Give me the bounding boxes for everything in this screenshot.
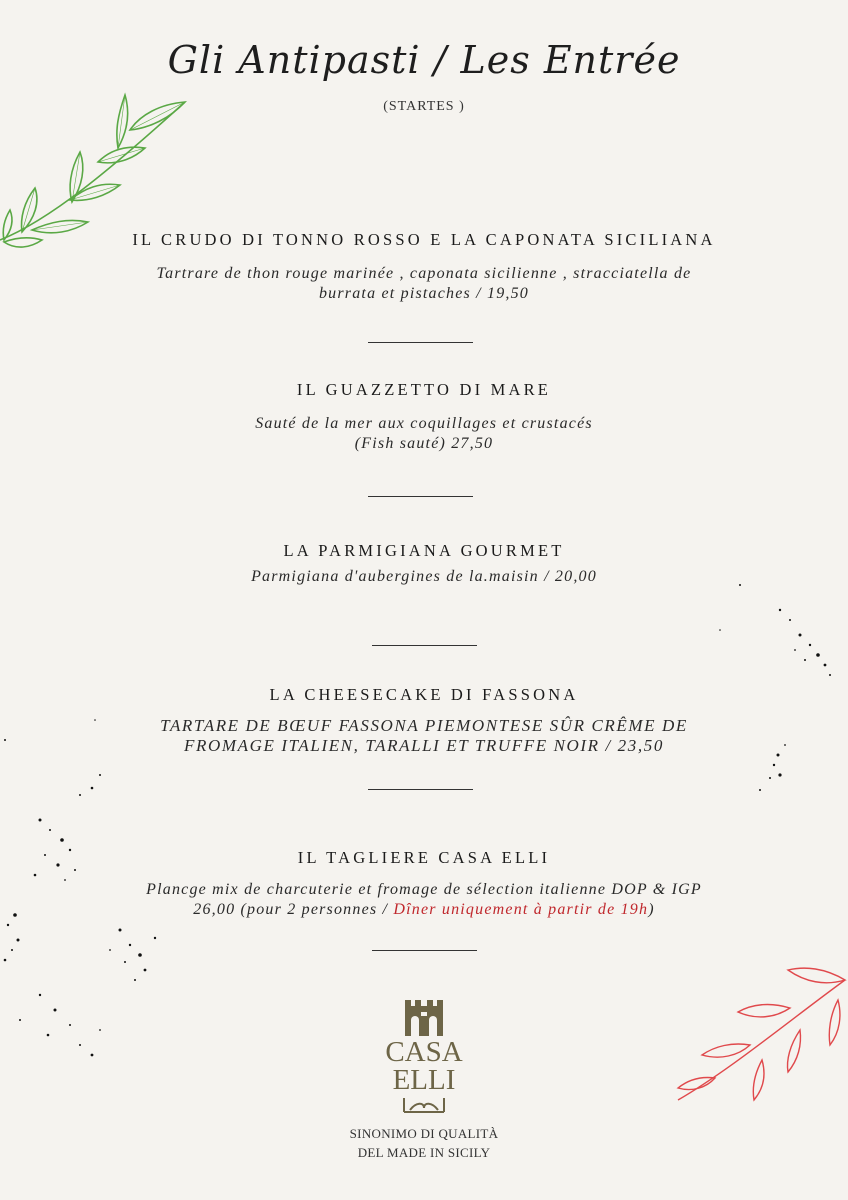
- closing-paren: ): [648, 901, 655, 918]
- divider: [368, 789, 473, 790]
- dish-name: LA CHEESECAKE DI FASSONA: [269, 685, 579, 704]
- casa-elli-logo-tower-icon: [403, 998, 445, 1038]
- dish-description-line: Tartrare de thon rouge marinée , caponata sicilienne , stracciatella de: [156, 265, 692, 282]
- divider: [372, 645, 477, 646]
- dish-description-line: burrata et pistaches / 19,50: [318, 285, 530, 302]
- dish-description-line: Plancge mix de charcuterie et fromage de sélection italienne DOP & IGP: [146, 881, 702, 898]
- dish-description-line: [40, 900, 808, 920]
- divider: [368, 342, 473, 343]
- dish-description-line: Sauté de la mer aux coquillages et crustacés: [255, 415, 593, 432]
- menu-title: Gli Antipasti / Les Entrée: [167, 38, 681, 82]
- dish-name: IL CRUDO DI TONNO ROSSO E LA CAPONATA SICILIANA: [132, 230, 716, 249]
- logo-base-ornament: [402, 1096, 446, 1116]
- dish-description: [70, 414, 778, 454]
- divider: [372, 950, 477, 951]
- dish-description-line: FROMAGE ITALIEN, TARALLI ET TRUFFE NOIR / 23,50: [184, 736, 664, 755]
- dish-description: [70, 716, 778, 756]
- dish-description: [70, 567, 778, 587]
- dish-name: IL TAGLIERE CASA ELLI: [297, 848, 551, 867]
- divider: [368, 496, 473, 497]
- dish-name: IL GUAZZETTO DI MARE: [296, 380, 552, 399]
- price-text: 26,00 (pour 2 personnes /: [193, 901, 394, 918]
- footer-tagline: [0, 1124, 848, 1162]
- logo-elli: ELLI: [392, 1064, 456, 1096]
- logo-casa: CASA: [385, 1036, 463, 1068]
- dish-description-line: TARTARE DE BŒUF FASSONA PIEMONTESE SÛR CRÊME DE: [160, 716, 688, 735]
- menu-subtitle: (STARTES ): [383, 99, 465, 114]
- dish-description: [40, 880, 808, 920]
- footer-line: SINONIMO DI QUALITÀ: [349, 1126, 499, 1141]
- dish-description-line: Parmigiana d'aubergines de la.maisin / 20,00: [251, 568, 597, 585]
- dish-description: [70, 264, 778, 304]
- dish-description-line: (Fish sauté) 27,50: [354, 435, 494, 452]
- footer-line: DEL MADE IN SICILY: [357, 1145, 491, 1160]
- dinner-only-note: Dîner uniquement à partir de 19h: [393, 901, 649, 918]
- dish-name: LA PARMIGIANA GOURMET: [283, 541, 565, 560]
